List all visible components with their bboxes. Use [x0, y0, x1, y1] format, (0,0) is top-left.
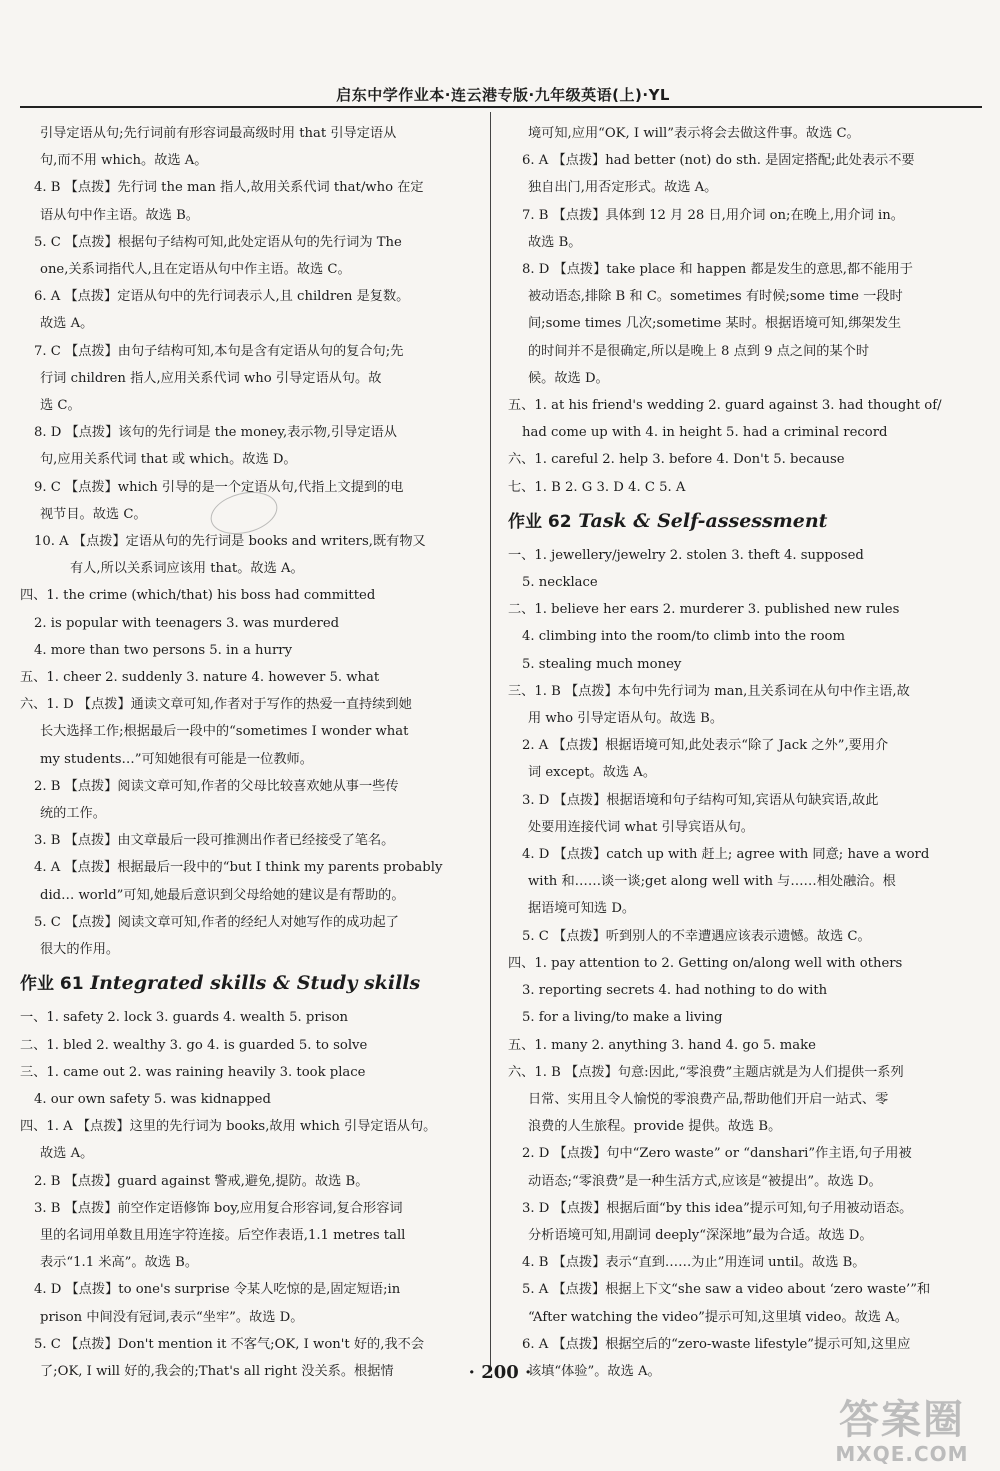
answer-line: prison 中间没有冠词,表示“坐牢”。故选 D。 — [40, 1309, 304, 1325]
answer-line: 据语境可知选 D。 — [528, 901, 636, 917]
answer-line: 2. B 【点拨】guard against 警戒,避免,提防。故选 B。 — [34, 1173, 369, 1189]
answer-line: 4. more than two persons 5. in a hurry — [34, 642, 293, 658]
answer-line: 5. C 【点拨】阅读文章可知,作者的经纪人对她写作的成功起了 — [34, 914, 399, 930]
answer-line: 5. stealing much money — [522, 656, 682, 672]
answer-line: 四、1. pay attention to 2. Getting on/along well with others — [508, 955, 903, 971]
answer-line: 5. A 【点拨】根据上下文“she saw a video about ‘zero waste’”和 — [522, 1282, 931, 1298]
answer-line: 统的工作。 — [40, 806, 106, 822]
left-column — [20, 120, 482, 1385]
answer-line: 3. reporting secrets 4. had nothing to do with — [522, 983, 828, 999]
section-heading — [508, 501, 980, 542]
answer-line: 间;some times 几次;sometime 某时。根据语境可知,绑架发生 — [528, 316, 902, 332]
answer-line: 2. A 【点拨】根据语境可知,此处表示“除了 Jack 之外”,要用介 — [522, 738, 889, 754]
answer-line: 引导定语从句;先行词前有形容词最高级时用 that 引导定语从 — [40, 126, 397, 141]
answer-line: 4. our own safety 5. was kidnapped — [34, 1091, 271, 1107]
answer-line: 3. D 【点拨】根据后面“by this idea”提示可知,句子用被动语态。 — [522, 1200, 913, 1216]
answer-line: 4. climbing into the room/to climb into the room — [522, 629, 845, 645]
answer-line: 六、1. B 【点拨】句意:因此,“零浪费”主题店就是为人们提供一系列 — [508, 1064, 904, 1080]
answer-line: 独自出门,用否定形式。故选 A。 — [528, 180, 718, 196]
answer-line: 五、1. cheer 2. suddenly 3. nature 4. however 5. what — [20, 670, 380, 686]
answer-line: 4. B 【点拨】先行词 the man 指人,故用关系代词 that/who 在定 — [34, 180, 424, 196]
answer-line: 很大的作用。 — [40, 942, 120, 958]
answer-line: 9. C 【点拨】which 引导的是一个定语从句,代指上文提到的电 — [34, 479, 404, 495]
answer-line: 故选 A。 — [40, 316, 94, 332]
section-number: 作业 61 — [20, 974, 84, 995]
answer-line: 7. B 【点拨】具体到 12 月 28 日,用介词 on;在晚上,用介词 in。 — [522, 207, 904, 223]
answer-line: 六、1. careful 2. help 3. before 4. Don't 5. because — [508, 452, 845, 468]
answer-line: 6. A 【点拨】定语从句中的先行词表示人,且 children 是复数。 — [34, 289, 410, 305]
answer-line: 5. necklace — [522, 575, 598, 591]
answer-line: 2. B 【点拨】阅读文章可知,作者的父母比较喜欢她从事一些传 — [34, 778, 399, 794]
answer-line: 3. D 【点拨】根据语境和句子结构可知,宾语从句缺宾语,故此 — [522, 792, 879, 808]
answer-line: 二、1. believe her ears 2. murderer 3. published new rules — [508, 602, 900, 618]
column-divider — [490, 112, 491, 1367]
answer-line: 句,而不用 which。故选 A。 — [40, 153, 208, 169]
answer-line: 5. for a living/to make a living — [522, 1010, 723, 1026]
answer-line: 该填“体验”。故选 A。 — [528, 1363, 661, 1379]
answer-line: 的时间并不是很确定,所以是晚上 8 点到 9 点之间的某个时 — [528, 343, 870, 359]
answer-line: 2. D 【点拨】句中“Zero waste” or “danshari”作主语,句子用被 — [522, 1146, 912, 1162]
watermark-url: MXQE.COM — [835, 1442, 969, 1466]
answer-line: 二、1. bled 2. wealthy 3. go 4. is guarded 5. to solve — [20, 1037, 368, 1053]
answer-line: 候。故选 D。 — [528, 370, 609, 386]
answer-line: 3. B 【点拨】由文章最后一段可推测出作者已经接受了笔名。 — [34, 833, 395, 849]
answer-line: 8. D 【点拨】take place 和 happen 都是发生的意思,都不能用于 — [522, 262, 913, 278]
watermark-text: 答案圈 — [839, 1397, 965, 1443]
answer-line: 七、1. B 2. G 3. D 4. C 5. A — [508, 479, 686, 495]
answer-line: 故选 A。 — [40, 1146, 94, 1162]
answer-line: 六、1. D 【点拨】通读文章可知,作者对于写作的热爱一直持续到她 — [20, 697, 412, 713]
page-number: · 200 · — [468, 1362, 532, 1383]
answer-line: 里的名词用单数且用连字符连接。后空作表语,1.1 metres tall — [40, 1227, 406, 1243]
section-title: Task & Self-assessment — [578, 509, 828, 532]
answer-line: 日常、实用且令人愉悦的零浪费产品,帮助他们开启一站式、零 — [528, 1091, 889, 1107]
answer-line: 分析语境可知,用副词 deeply“深深地”最为合适。故选 D。 — [528, 1227, 873, 1243]
answer-line: 三、1. came out 2. was raining heavily 3. took place — [20, 1064, 366, 1080]
answer-line: 4. D 【点拨】catch up with 赶上; agree with 同意; have a word — [522, 847, 930, 863]
answer-line: “After watching the video”提示可知,这里填 video。故选 A。 — [528, 1309, 908, 1325]
answer-line: 一、1. safety 2. lock 3. guards 4. wealth 5. prison — [20, 1010, 349, 1026]
answer-line: my students…”可知她很有可能是一位教师。 — [40, 751, 313, 767]
answer-line: 境可知,应用“OK, I will”表示将会去做这件事。故选 C。 — [528, 126, 860, 141]
answer-line: 4. D 【点拨】to one's surprise 令某人吃惊的是,固定短语;in — [34, 1282, 401, 1298]
answer-line: one,关系词指代人,且在定语从句中作主语。故选 C。 — [40, 262, 351, 278]
answer-line: 行词 children 指人,应用关系代词 who 引导定语从句。故 — [40, 370, 382, 386]
answer-line: 5. C 【点拨】Don't mention it 不客气;OK, I won't 好的,我不会 — [34, 1336, 425, 1352]
answer-line: 语从句中作主语。故选 B。 — [40, 207, 199, 223]
answer-line: 四、1. the crime (which/that) his boss had committed — [20, 588, 376, 604]
answer-line: 浪费的人生旅程。provide 提供。故选 B。 — [528, 1119, 782, 1135]
answer-line: did… world”可知,她最后意识到父母给她的建议是有帮助的。 — [40, 887, 405, 903]
answer-line: 2. is popular with teenagers 3. was murdered — [34, 615, 340, 631]
answer-line: 表示“1.1 米高”。故选 B。 — [40, 1255, 199, 1271]
answer-line: 长大选择工作;根据最后一段中的“sometimes I wonder what — [40, 724, 409, 740]
answer-line: had come up with 4. in height 5. had a criminal record — [522, 425, 888, 441]
page-header: 启东中学作业本·连云港专版·九年级英语(上)·YL — [336, 86, 670, 104]
answer-line: 用 who 引导定语从句。故选 B。 — [528, 711, 724, 727]
answer-line: 10. A 【点拨】定语从句的先行词是 books and writers,既有物又 — [34, 534, 426, 550]
answer-line: 视节目。故选 C。 — [40, 506, 147, 522]
answer-line: with 和……谈一谈;get along well with 与……相处融洽。根 — [528, 874, 896, 890]
answer-line: 5. C 【点拨】听到别人的不幸遭遇应该表示遗憾。故选 C。 — [522, 928, 871, 944]
answer-line: 三、1. B 【点拨】本句中先行词为 man,且关系词在从句中作主语,故 — [508, 683, 910, 699]
answer-line: 五、1. many 2. anything 3. hand 4. go 5. make — [508, 1037, 816, 1053]
answer-line: 了;OK, I will 好的,我会的;That's all right 没关系。根据情 — [40, 1363, 394, 1379]
answer-line: 4. A 【点拨】根据最后一段中的“but I think my parents probably — [34, 860, 443, 876]
answer-line: 3. B 【点拨】前空作定语修饰 boy,应用复合形容词,复合形容词 — [34, 1200, 403, 1216]
right-column — [508, 120, 980, 1385]
section-title: Integrated skills & Study skills — [90, 972, 421, 995]
section-number: 作业 62 — [508, 511, 572, 532]
answer-line: 4. B 【点拨】表示“直到……为止”用连词 until。故选 B。 — [522, 1255, 866, 1271]
watermark-logo — [812, 1398, 992, 1466]
answer-line: 被动语态,排除 B 和 C。sometimes 有时候;some time 一段时 — [528, 289, 903, 305]
answer-line: 有人,所以关系词应该用 that。故选 A。 — [70, 561, 304, 577]
answer-line: 故选 B。 — [528, 234, 582, 250]
answer-line: 7. C 【点拨】由句子结构可知,本句是含有定语从句的复合句;先 — [34, 343, 404, 359]
answer-line: 四、1. A 【点拨】这里的先行词为 books,故用 which 引导定语从句。 — [20, 1119, 437, 1135]
answer-line: 一、1. jewellery/jewelry 2. stolen 3. theft 4. supposed — [508, 547, 864, 563]
answer-line: 8. D 【点拨】该句的先行词是 the money,表示物,引导定语从 — [34, 425, 397, 441]
answer-line: 动语态;“零浪费”是一种生活方式,应该是“被提出”。故选 D。 — [528, 1173, 882, 1189]
answer-line: 词 except。故选 A。 — [528, 765, 657, 781]
answer-line: 选 C。 — [40, 398, 81, 414]
section-heading — [20, 963, 482, 1004]
answer-line: 处要用连接代词 what 引导宾语从句。 — [528, 819, 754, 835]
header-rule — [20, 106, 982, 108]
answer-line: 6. A 【点拨】had better (not) do sth. 是固定搭配;此处表示不要 — [522, 153, 915, 169]
answer-line: 五、1. at his friend's wedding 2. guard against 3. had thought of/ — [508, 398, 942, 414]
answer-line: 句,应用关系代词 that 或 which。故选 D。 — [40, 452, 297, 468]
answer-line: 5. C 【点拨】根据句子结构可知,此处定语从句的先行词为 The — [34, 234, 402, 250]
answer-line: 6. A 【点拨】根据空后的“zero-waste lifestyle”提示可知,这里应 — [522, 1336, 911, 1352]
